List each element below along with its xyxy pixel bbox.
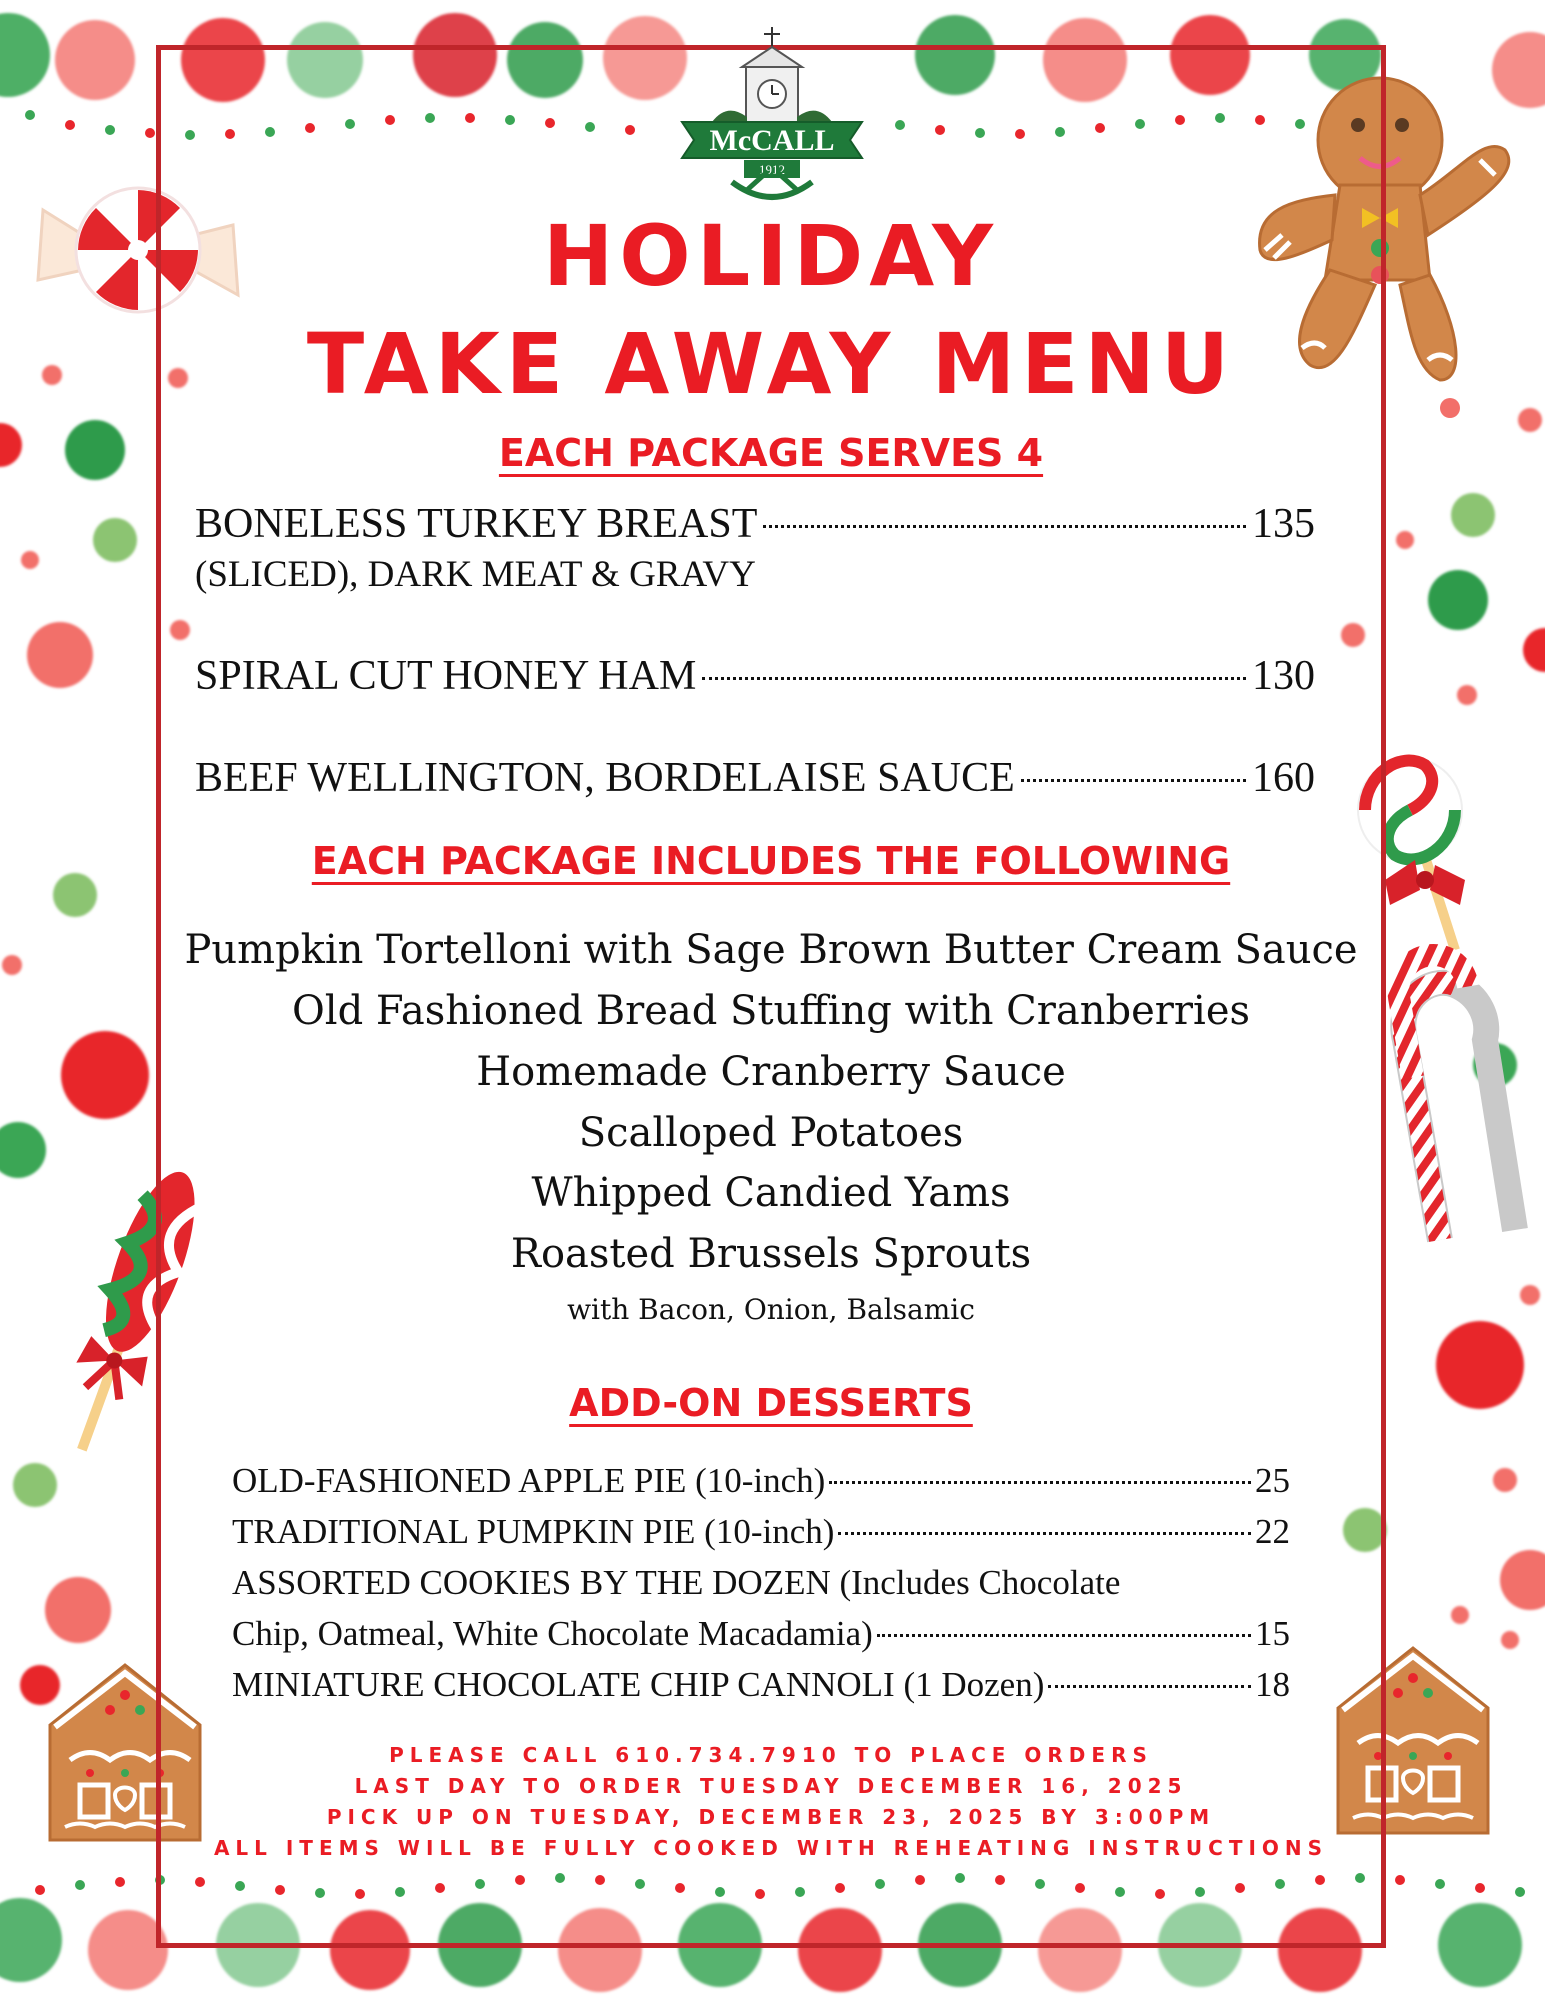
footer-order-deadline: LAST DAY TO ORDER TUESDAY DECEMBER 16, 2025 bbox=[354, 1774, 1188, 1798]
footer-cooking-note: ALL ITEMS WILL BE FULLY COOKED WITH REHEATING INSTRUCTIONS bbox=[213, 1836, 1329, 1860]
dessert-name: Chip, Oatmeal, White Chocolate Macadamia) bbox=[232, 1614, 873, 1653]
dessert-item bbox=[232, 1665, 1290, 1705]
side-item: Whipped Candied Yams bbox=[531, 1170, 1011, 1216]
leader-dots bbox=[1048, 1685, 1251, 1688]
dessert-item bbox=[232, 1512, 1290, 1552]
dessert-price: 15 bbox=[1255, 1614, 1290, 1653]
logo-name: McCALL bbox=[709, 124, 835, 157]
footer-phone: PLEASE CALL 610.734.7910 TO PLACE ORDERS bbox=[389, 1743, 1153, 1767]
entree-price: 130 bbox=[1252, 653, 1315, 699]
mccall-logo bbox=[672, 22, 872, 212]
entree-item bbox=[195, 652, 1315, 700]
title-line-2: TAKE AWAY MENU bbox=[306, 315, 1236, 413]
entree-item bbox=[195, 754, 1315, 802]
title-line-1: HOLIDAY bbox=[542, 207, 999, 305]
dessert-price: 25 bbox=[1255, 1461, 1290, 1500]
leader-dots bbox=[829, 1481, 1251, 1484]
dessert-name: OLD-FASHIONED APPLE PIE (10-inch) bbox=[232, 1461, 826, 1500]
entree-name: BONELESS TURKEY BREAST bbox=[195, 501, 758, 547]
entree-item bbox=[195, 500, 1315, 548]
dessert-item bbox=[232, 1461, 1290, 1501]
entree-price: 135 bbox=[1252, 501, 1315, 547]
entree-name: BEEF WELLINGTON, BORDELAISE SAUCE bbox=[195, 755, 1015, 801]
dessert-price: 18 bbox=[1255, 1665, 1290, 1704]
leader-dots bbox=[1021, 779, 1246, 782]
entree-detail: (SLICED), DARK MEAT & GRAVY bbox=[195, 554, 756, 595]
dessert-name: TRADITIONAL PUMPKIN PIE (10-inch) bbox=[232, 1512, 835, 1551]
dessert-price: 22 bbox=[1255, 1512, 1290, 1551]
leader-dots bbox=[763, 525, 1246, 528]
side-item: Roasted Brussels Sprouts bbox=[510, 1231, 1032, 1277]
footer-pickup: PICK UP ON TUESDAY, DECEMBER 23, 2025 BY 3:00PM bbox=[326, 1805, 1216, 1829]
desserts-heading: ADD-ON DESSERTS bbox=[569, 1381, 973, 1425]
dessert-name-line: ASSORTED COOKIES BY THE DOZEN (Includes Chocolate bbox=[232, 1563, 1121, 1602]
side-item: Homemade Cranberry Sauce bbox=[476, 1049, 1066, 1095]
serves-heading: EACH PACKAGE SERVES 4 bbox=[498, 431, 1044, 475]
entree-name: SPIRAL CUT HONEY HAM bbox=[195, 653, 697, 699]
leader-dots bbox=[702, 677, 1246, 680]
dessert-item bbox=[232, 1614, 1290, 1654]
side-note: with Bacon, Onion, Balsamic bbox=[567, 1293, 975, 1326]
leader-dots bbox=[838, 1532, 1251, 1535]
includes-heading: EACH PACKAGE INCLUDES THE FOLLOWING bbox=[311, 839, 1231, 883]
entree-price: 160 bbox=[1252, 755, 1315, 801]
side-item: Pumpkin Tortelloni with Sage Brown Butter Cream Sauce bbox=[184, 927, 1358, 973]
side-item: Scalloped Potatoes bbox=[578, 1110, 964, 1156]
leader-dots bbox=[877, 1634, 1251, 1637]
side-item: Old Fashioned Bread Stuffing with Cranberries bbox=[291, 988, 1251, 1034]
dessert-name: MINIATURE CHOCOLATE CHIP CANNOLI (1 Dozen) bbox=[232, 1665, 1045, 1704]
logo-year: 1912 bbox=[759, 162, 785, 177]
